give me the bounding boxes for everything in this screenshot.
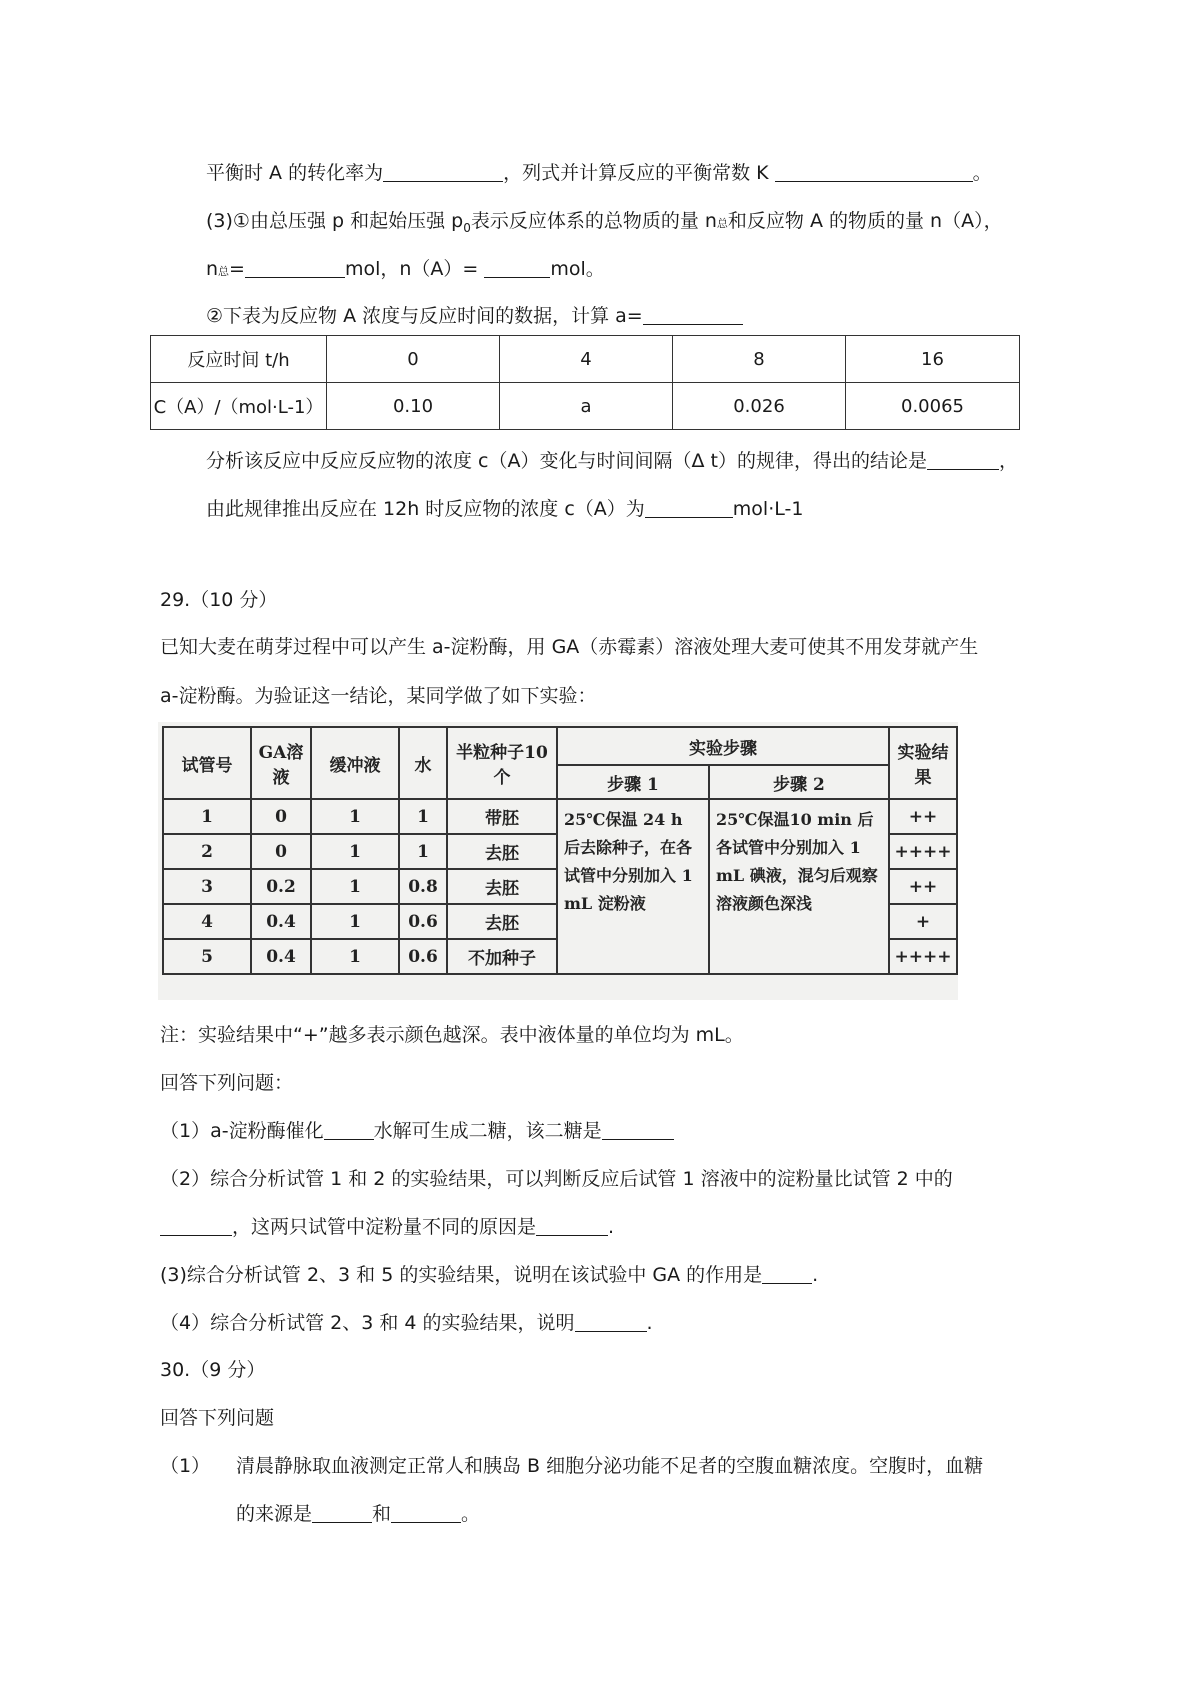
subscript: 0 xyxy=(463,220,471,235)
text: . xyxy=(646,1312,653,1334)
answer-blank[interactable] xyxy=(762,1263,812,1284)
answer-blank[interactable] xyxy=(312,1502,372,1523)
answer-blank[interactable] xyxy=(645,497,733,518)
text: 表示反应体系的总物质的量 n xyxy=(470,210,717,232)
text: 和反应物 A 的物质的量 n（A）， xyxy=(727,210,1003,232)
sub-question-4 xyxy=(160,1310,653,1336)
table-cell: 反应时间 t/h xyxy=(151,336,327,383)
table-cell: ++ xyxy=(889,869,957,904)
experiment-table-image xyxy=(158,722,958,1000)
question-29-text: 已知大麦在萌芽过程中可以产生 a-淀粉酶，用 GA（赤霉素）溶液处理大麦可使其不用发芽就产生 xyxy=(160,636,979,658)
sub-question-1 xyxy=(160,1118,674,1144)
question-30-1-label: （1） xyxy=(160,1455,211,1477)
question-30-1-text: 清晨静脉取血液测定正常人和胰岛 B 细胞分泌功能不足者的空腹血糖浓度。空腹时，血糖 xyxy=(236,1455,984,1477)
table-cell: 1 xyxy=(311,869,399,904)
conclusion-line xyxy=(206,496,803,522)
table-cell: 0.6 xyxy=(399,904,447,939)
table-cell: C（A）/（mol·L-1） xyxy=(151,383,327,430)
table-cell: 1 xyxy=(311,904,399,939)
table-header: 步骤 1 xyxy=(557,765,709,799)
answer-blank[interactable] xyxy=(484,257,550,278)
table-cell: 带胚 xyxy=(447,799,557,834)
question-29-title: 29.（10 分） xyxy=(160,589,278,611)
question-30-title: 30.（9 分） xyxy=(160,1359,266,1381)
text: n xyxy=(206,258,219,280)
table-cell: 16 xyxy=(846,336,1020,383)
table-cell: 1 xyxy=(311,939,399,974)
step-1-text: 25℃保温 24 h 后去除种子，在各试管中分别加入 1 mL 淀粉液 xyxy=(557,799,709,974)
table-row xyxy=(163,799,957,834)
text: 平衡时 A 的转化率为 xyxy=(206,162,384,184)
table-cell: 0 xyxy=(327,336,500,383)
sub-question-2-cont xyxy=(160,1214,614,1240)
table-cell: 0 xyxy=(251,834,311,869)
table-cell: 3 xyxy=(163,869,251,904)
table-cell: 0.4 xyxy=(251,904,311,939)
text: (3)①由总压强 p 和起始压强 p xyxy=(206,210,464,232)
table-cell: 去胚 xyxy=(447,904,557,939)
table-cell: 0.10 xyxy=(327,383,500,430)
table-cell: ++++ xyxy=(889,834,957,869)
table-cell: 0.4 xyxy=(251,939,311,974)
answer-blank[interactable] xyxy=(391,1502,461,1523)
table-header: 实验步骤 xyxy=(557,727,889,765)
table-cell: 1 xyxy=(399,799,447,834)
equilibrium-line xyxy=(206,160,992,186)
table-cell: 0.0065 xyxy=(846,383,1020,430)
table-cell: 2 xyxy=(163,834,251,869)
table-cell: 1 xyxy=(311,799,399,834)
text: 。 xyxy=(461,1503,481,1525)
table-cell: 4 xyxy=(500,336,673,383)
question-3-2 xyxy=(206,303,743,329)
answer-blank[interactable] xyxy=(575,1311,647,1332)
answer-blank[interactable] xyxy=(775,161,973,182)
text: (3)综合分析试管 2、3 和 5 的实验结果，说明在该试验中 GA 的作用是 xyxy=(160,1264,763,1286)
text: mol，n（A）= xyxy=(344,258,479,280)
answer-blank[interactable] xyxy=(245,257,345,278)
table-note: 注：实验结果中“+”越多表示颜色越深。表中液体量的单位均为 mL。 xyxy=(160,1024,744,1046)
table-cell: 去胚 xyxy=(447,869,557,904)
answer-blank[interactable] xyxy=(927,449,999,470)
table-header: 步骤 2 xyxy=(709,765,889,799)
table-cell: 0 xyxy=(251,799,311,834)
table-cell: a xyxy=(500,383,673,430)
table-cell: 4 xyxy=(163,904,251,939)
text: . xyxy=(608,1216,615,1238)
answer-blank[interactable] xyxy=(383,161,503,182)
table-cell: 去胚 xyxy=(447,834,557,869)
text: 水解可生成二糖，该二糖是 xyxy=(373,1120,602,1142)
answer-blank[interactable] xyxy=(602,1119,674,1140)
text: = xyxy=(229,258,245,280)
text: 和 xyxy=(372,1503,392,1525)
table-cell: 0.6 xyxy=(399,939,447,974)
text: 由此规律推出反应在 12h 时反应物的浓度 c（A）为 xyxy=(206,498,645,520)
answer-prompt: 回答下列问题 xyxy=(160,1407,275,1429)
sub-question-3 xyxy=(160,1262,818,1288)
table-cell: ++++ xyxy=(889,939,957,974)
subscript: 总 xyxy=(218,265,230,278)
table-row xyxy=(163,727,957,765)
text: 分析该反应中反应反应物的浓度 c（A）变化与时间间隔（Δ t）的规律，得出的结论是 xyxy=(206,450,927,472)
table-header: 水 xyxy=(399,727,447,799)
question-30-1-blanks xyxy=(236,1501,480,1527)
text: ，列式并计算反应的平衡常数 K xyxy=(503,162,769,184)
table-cell: + xyxy=(889,904,957,939)
table-cell: 1 xyxy=(311,834,399,869)
table-cell: 5 xyxy=(163,939,251,974)
text: 。 xyxy=(972,162,992,184)
table-header: 实验结果 xyxy=(889,727,957,799)
table-header: 半粒种子10个 xyxy=(447,727,557,799)
table-header: 缓冲液 xyxy=(311,727,399,799)
subscript: 总 xyxy=(716,217,728,230)
table-header: 试管号 xyxy=(163,727,251,799)
text: mol·L-1 xyxy=(732,498,804,520)
table-cell: 8 xyxy=(673,336,846,383)
text: . xyxy=(812,1264,819,1286)
table-header: GA溶液 xyxy=(251,727,311,799)
text: ， xyxy=(998,450,1018,472)
answer-blank[interactable] xyxy=(536,1215,608,1236)
question-3-1-blanks xyxy=(206,256,605,285)
step-2-text: 25℃保温10 min 后各试管中分别加入 1 mL 碘液，混匀后观察溶液颜色深浅 xyxy=(709,799,889,974)
concentration-table xyxy=(150,335,1020,430)
answer-blank[interactable] xyxy=(160,1215,232,1236)
text: （4）综合分析试管 2、3 和 4 的实验结果，说明 xyxy=(160,1312,575,1334)
text: mol。 xyxy=(550,258,605,280)
table-row xyxy=(151,336,1020,383)
table-cell: 1 xyxy=(399,834,447,869)
table-cell: 0.8 xyxy=(399,869,447,904)
answer-blank[interactable] xyxy=(324,1119,374,1140)
text: （1）a-淀粉酶催化 xyxy=(160,1120,324,1142)
table-cell: 0.2 xyxy=(251,869,311,904)
question-29-text: a-淀粉酶。为验证这一结论，某同学做了如下实验： xyxy=(160,685,597,707)
sub-question-2: （2）综合分析试管 1 和 2 的实验结果，可以判断反应后试管 1 溶液中的淀粉量比试管 2 中的 xyxy=(160,1168,953,1190)
analysis-line xyxy=(206,448,1018,474)
table-row xyxy=(151,383,1020,430)
question-3-1 xyxy=(206,208,1003,241)
text: 的来源是 xyxy=(236,1503,313,1525)
table-cell: 0.026 xyxy=(673,383,846,430)
table-cell: 不加种子 xyxy=(447,939,557,974)
table-cell: 1 xyxy=(163,799,251,834)
experiment-table xyxy=(162,726,958,975)
answer-blank[interactable] xyxy=(643,304,743,325)
table-cell: ++ xyxy=(889,799,957,834)
text: ，这两只试管中淀粉量不同的原因是 xyxy=(232,1216,537,1238)
answer-prompt: 回答下列问题： xyxy=(160,1072,294,1094)
text: ②下表为反应物 A 浓度与反应时间的数据，计算 a= xyxy=(206,305,643,327)
